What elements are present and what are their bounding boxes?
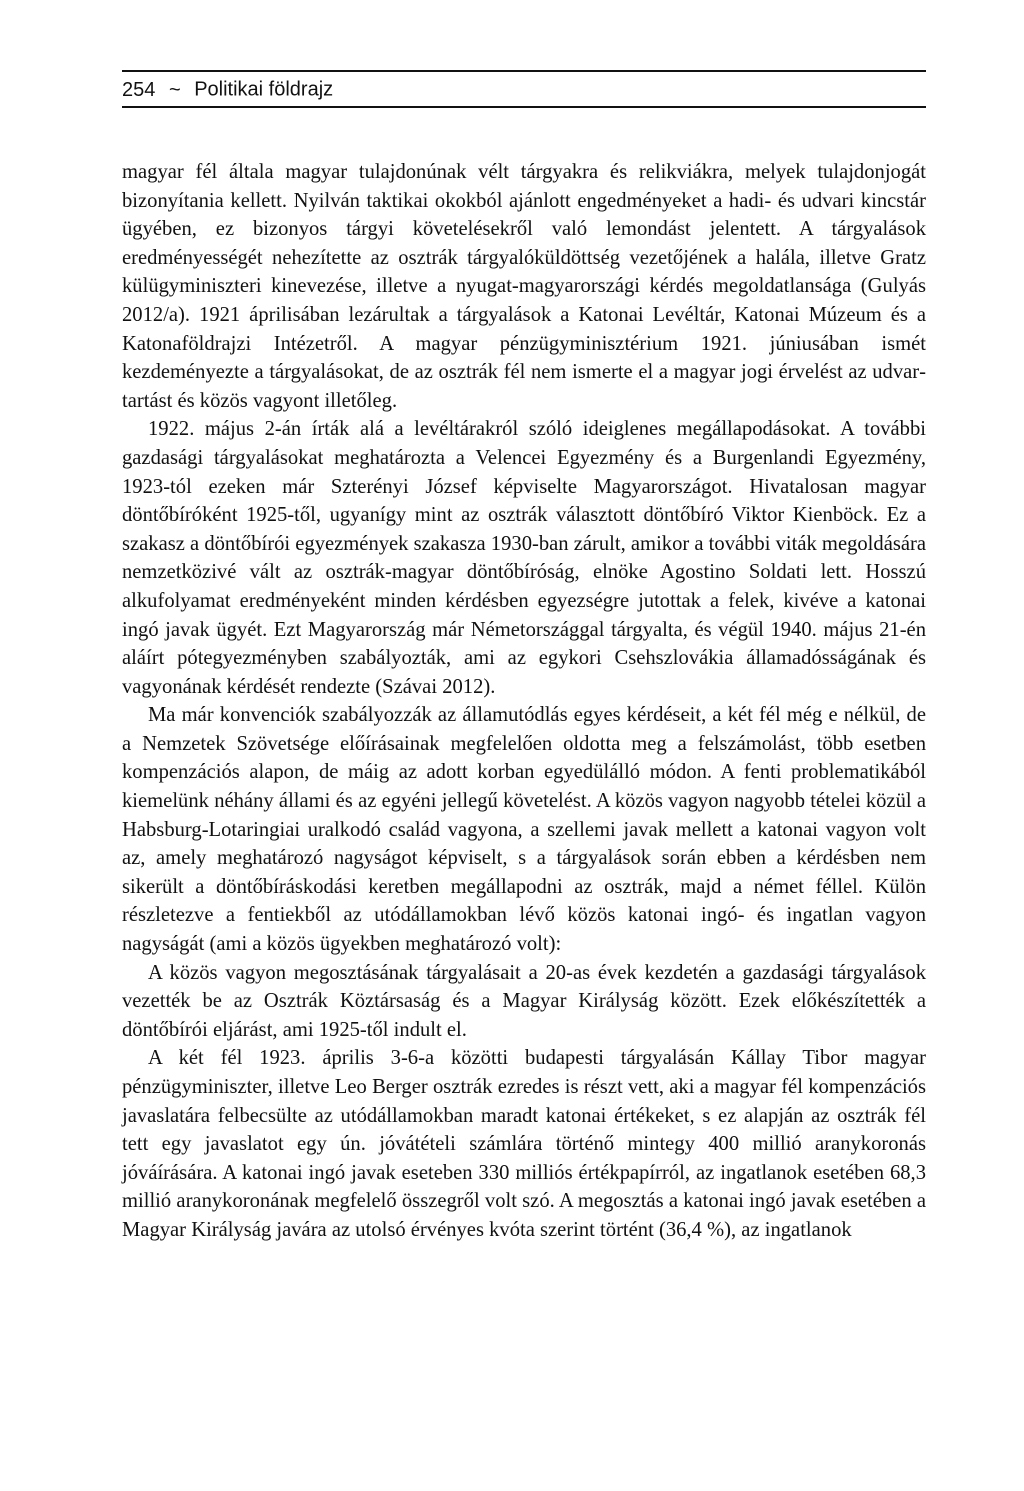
paragraph-1: magyar fél általa magyar tulajdonúnak vélt tárgyakra és relikviákra, melyek tulajdonjogát bizonyítania kellett. Nyilván taktikai okokból ajánlott engedményeket a hadi- és udvari kincstár ügyében, ez bizonyos tárgyi követelésekről való lemondást jelentett. A tárgyalások eredményességét nehezítette az osztrák tárgyalóküldöttség vezetőjének a halála, illetve Gratz külügyminiszteri kinevezése, illetve a nyugat-magyarországi kérdés megoldatlansága (Gulyás 2012/a). 1921 áprilisában lezárultak a tárgyalások a Katonai Levéltár, Katonai Múzeum és a Katonaföldrajzi Intézetről. A magyar pénzügyminisztérium 1921. júniusában ismét kezdeményezte a tárgyalásokat, de az osztrák fél nem ismerte el a magyar jogi érvelést az udvartartást és közös vagyont illetőleg. xyxy=(122,161,926,412)
body-text xyxy=(122,158,926,1245)
paragraph-2: 1922. május 2-án írták alá a levéltárakról szóló ideiglenes megállapodásokat. A további gazdasági tárgyalásokat meghatározta a Velencei Egyezmény és a Burgenlandi Egyezmény, 1923-tól ezeken már Szterényi József képviselte Magyarországot. Hivatalosan magyar döntőbíróként 1925-től, ugyanígy mint az osztrák választott döntőbíró Viktor Kienböck. Ez a szakasz a döntőbírói egyezmények szakasza 1930-ban zárult, amikor a további viták megoldására nemzetközivé vált az osztrák-magyar döntőbíróság, elnöke Agostino Soldati lett. Hosszú alkufolyamat eredményeként minden kérdésben egyezségre jutottak a felek, kivéve a katonai ingó javak ügyét. Ezt Magyarország már Németországgal tárgyalta, és végül 1940. május 21-én aláírt pótegyezményben szabályozták, ami az egykori Csehszlovákia államadósságának és vagyonának kérdését rendezte (Szávai 2012). xyxy=(122,418,926,698)
paragraph-5: A két fél 1923. április 3-6-a közötti budapesti tárgyalásán Kállay Tibor magyar pénzügyminiszter, illetve Leo Berger osztrák ezredes is részt vett, aki a magyar fél kompenzációs javaslatára felbecsülte az utódállamokban maradt katonai értékeket, s ez alapján az osztrák fél tett egy javaslatot egy ún. jóvátételi számlára történő mintegy 400 millió aranykoronás jóváírására. A katonai ingó javak eseteben 330 milliós értékpapírról, az ingatlanok esetében 68,3 millió aranykoronának megfelelő összegről volt szó. A megosztás a katonai ingó javak esetében a Magyar Királyság javára az utolsó érvényes kvóta szerint történt (36,4 %), az ingatlanok xyxy=(122,1047,926,1241)
book-page xyxy=(122,70,926,1245)
paragraph-3: Ma már konvenciók szabályozzák az államutódlás egyes kérdéseit, a két fél még e nélkül, de a Nemzetek Szövetsége előírásainak megfelelően oldotta meg a felszámolást, több esetben kompenzációs alapon, de máig az adott korban egyedülálló módon. A fenti problematikából kiemelünk néhány állami és az egyéni jellegű követelést. A közös vagyon nagyobb tételei közül a Habsburg-Lotaringiai uralkodó család vagyona, a szellemi javak mellett a katonai vagyon volt az, amely meghatározó nagyságot képviselt, s a tárgyalások során ebben a kérdésben nem sikerült a döntőbíráskodási keretben megállapodni az osztrák, majd a német féllel. Külön részletezve a fentiekből az utódállamokban lévő közös katonai ingó- és ingatlan vagyon nagyságát (ami a közös ügyekben meghatározó volt): xyxy=(122,704,926,956)
paragraph-4: A közös vagyon megosztásának tárgyalásait a 20-as évek kezdetén a gazdasági tárgyalások vezették be az Osztrák Köztársaság és a Magyar Királyság között. Ezek előkészítették a döntőbírói eljárást, ami 1925-től indult el. xyxy=(122,961,926,1041)
section-title: Politikai földrajz xyxy=(194,78,334,101)
header-separator: ~ xyxy=(168,78,181,101)
page-number: 254 xyxy=(122,78,156,101)
running-header xyxy=(122,70,926,108)
